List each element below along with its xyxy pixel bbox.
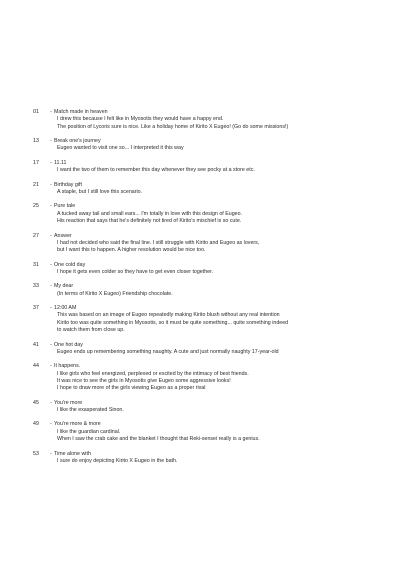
entry-description (54, 167, 383, 174)
entry-content (54, 109, 383, 131)
entry-description-line: to watch them from close up. (57, 327, 125, 334)
entry (33, 203, 383, 225)
entry-description-line: Kirito too was quite something in Myosotis, so it must be quite something... quite something indeed (57, 319, 289, 326)
entry (33, 283, 383, 298)
entry-description (54, 371, 383, 393)
entry-separator: - (50, 305, 52, 312)
entry-description-line: (In terms of Kirito X Eugeo) Friendship chocolate. (57, 290, 173, 297)
entry-content (54, 342, 383, 357)
entry-separator: - (50, 181, 52, 188)
entry-description (54, 211, 383, 226)
entry-description (54, 189, 383, 196)
entry-separator: - (50, 159, 52, 166)
entry-separator: - (50, 109, 52, 115)
entry-list (33, 109, 383, 472)
entry-title: Match made in heaven (54, 109, 108, 115)
entry-title: Time alone with (54, 450, 91, 457)
entry-description-line: This was based on an image of Eugeo repeatedly making Kirito blush without any real intention (57, 312, 280, 319)
entry-separator: - (50, 283, 52, 290)
entry-content (54, 283, 383, 298)
entry-description (54, 145, 383, 152)
entry (33, 233, 383, 255)
entry-description (54, 269, 383, 276)
entry-description-line: Eugeo wanted to visit one so... I interpreted it this way (57, 145, 184, 152)
entry-description-line: His reaction that says that he's definitely not tired of Kirito's mischief is so cute. (57, 218, 242, 225)
entry-description-line: The position of Lycoris sure is nice. Like a holiday home of Kirito X Eugeo! (Go do some missions!) (57, 123, 289, 130)
entry-number: 44 (33, 363, 39, 370)
entry (33, 342, 383, 357)
entry (33, 262, 383, 277)
entry-number: 41 (33, 341, 39, 348)
entry (33, 421, 383, 443)
entry-content (54, 421, 383, 443)
entry-content (54, 138, 383, 153)
entry-separator: - (50, 421, 52, 428)
entry-title: 12:00 AM (54, 305, 77, 312)
entry-content (54, 262, 383, 277)
entry-description-line: I had not decided who said the final line. I still struggle with Kirito and Eugeo as lovers, (57, 239, 260, 246)
entry-number: 27 (33, 232, 39, 239)
entry-separator: - (50, 232, 52, 239)
entry (33, 109, 383, 131)
entry-separator: - (50, 138, 52, 145)
entry-number: 45 (33, 399, 39, 406)
entry-description (54, 312, 383, 334)
entry-description-line: I hope to draw more of the girls viewing Eugeo as a proper rival (57, 385, 206, 392)
entry-number: 37 (33, 305, 39, 312)
entry-title: One cold day (54, 261, 86, 268)
entry-description (54, 407, 383, 414)
entry-title: Birthday gift (54, 181, 82, 188)
entry-separator: - (50, 399, 52, 406)
entry-number: 01 (33, 109, 39, 115)
entry-number: 31 (33, 261, 39, 268)
entry (33, 400, 383, 415)
entry-description-line: I like the exasperated Sinon. (57, 406, 124, 413)
entry-description-line: A tucked away tail and small ears... I'm totally in love with this design of Eugeo. (57, 210, 243, 217)
entry-description (54, 240, 383, 255)
entry-content (54, 400, 383, 415)
entry-content (54, 363, 383, 392)
entry-description-line: I sure do enjoy depicting Kirito X Eugeo in the bath. (57, 457, 178, 464)
entry (33, 160, 383, 175)
entry (33, 182, 383, 197)
entry (33, 138, 383, 153)
entry-description-line: I hope it gets even colder so they have to get even closer together. (57, 268, 214, 275)
entry-description-line: I want the two of them to remember this day whenever they see pocky at a store etc. (57, 167, 255, 174)
entry-title: One hot day (54, 341, 83, 348)
entry-description (54, 291, 383, 298)
entry (33, 305, 383, 334)
entry-title: It happens. (54, 363, 81, 370)
entry-number: 13 (33, 138, 39, 145)
entry-description-line: Eugeo ends up remembering something naughty. A cute and just normally naughty 17-year-old (57, 348, 279, 355)
entry-number: 21 (33, 181, 39, 188)
entry-separator: - (50, 341, 52, 348)
entry-separator: - (50, 450, 52, 457)
entry-title: Break one's journey (54, 138, 101, 145)
entry-title: You're more (54, 399, 83, 406)
entry-description (54, 458, 383, 465)
entry-description-line: I like the guardian cardinal. (57, 428, 121, 435)
entry-content (54, 160, 383, 175)
entry-content (54, 203, 383, 225)
entry (33, 363, 383, 392)
entry (33, 451, 383, 466)
entry-number: 17 (33, 159, 39, 166)
entry-title: 11.11 (54, 159, 67, 166)
entry-description-line: It was nice to see the girls in Myosotis give Eugeo some aggressive looks! (57, 377, 231, 384)
entry-content (54, 182, 383, 197)
entry-description (54, 116, 383, 131)
entry-number: 53 (33, 450, 39, 457)
entry-title: You're more & more (54, 421, 101, 428)
entry-separator: - (50, 261, 52, 268)
entry-title: My dear (54, 283, 74, 290)
entry-description-line: A staple, but I still love this scenario. (57, 188, 143, 195)
entry-number: 25 (33, 203, 39, 210)
entry-description (54, 429, 383, 444)
entry-separator: - (50, 363, 52, 370)
entry-description-line: but I want this to happen. A higher resolution would be nice too. (57, 247, 206, 254)
entry-description (54, 349, 383, 356)
entry-number: 49 (33, 421, 39, 428)
entry-title: Pure tale (54, 203, 76, 210)
entry-content (54, 451, 383, 466)
entry-title: Answer (54, 232, 72, 239)
entry-description-line: When I saw the crab cake and the blanket I thought that Reki-sensei really is a genius. (57, 436, 260, 443)
entry-content (54, 305, 383, 334)
entry-number: 33 (33, 283, 39, 290)
entry-description-line: I like girls who feel energized, perplexed or excited by the intimacy of best friends. (57, 370, 249, 377)
entry-separator: - (50, 203, 52, 210)
entry-content (54, 233, 383, 255)
entry-description-line: I drew this because I felt like in Myosotis they would have a happy end. (57, 116, 224, 123)
